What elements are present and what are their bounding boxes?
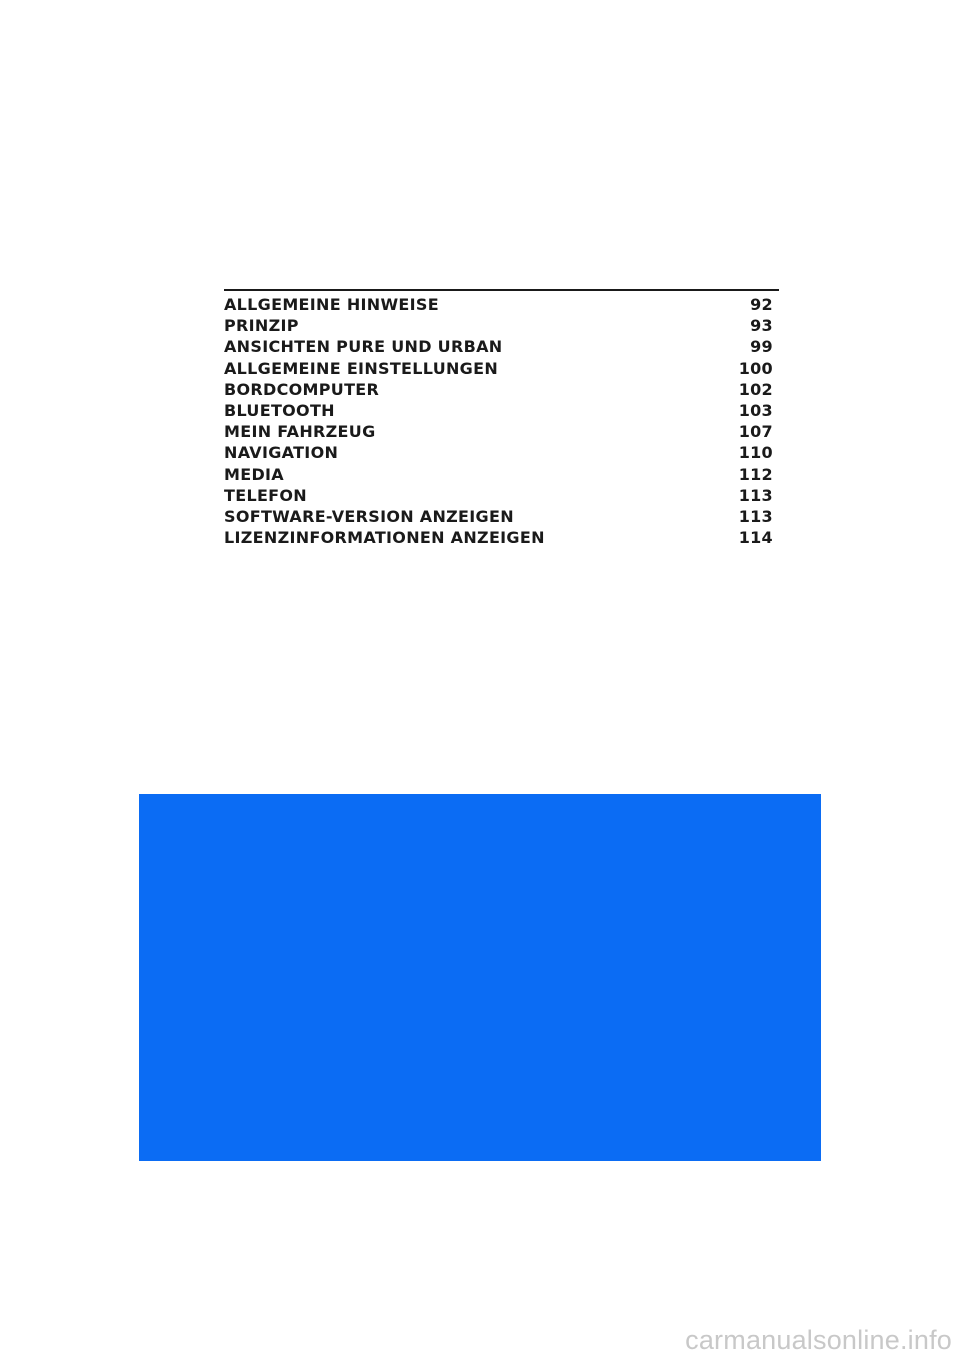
toc-entry[interactable] xyxy=(224,336,779,357)
toc-entry-page: 114 xyxy=(738,528,773,548)
toc-entry-title: SOFTWARE-VERSION ANZEIGEN xyxy=(224,506,514,526)
toc-entry[interactable] xyxy=(224,442,779,463)
blue-color-panel xyxy=(139,794,821,1161)
toc-top-rule xyxy=(224,289,779,291)
toc-entry-title: MEDIA xyxy=(224,464,284,484)
toc-entry-page: 92 xyxy=(750,295,773,314)
toc-entry-page: 113 xyxy=(738,485,773,505)
toc-entry-page: 113 xyxy=(738,506,773,526)
toc-entry[interactable] xyxy=(224,294,779,315)
table-of-contents xyxy=(224,289,779,548)
toc-entry-page: 107 xyxy=(738,422,773,442)
toc-entry[interactable] xyxy=(224,400,779,421)
toc-entry[interactable] xyxy=(224,464,779,485)
toc-entry[interactable] xyxy=(224,485,779,506)
toc-entry-title: BORDCOMPUTER xyxy=(224,379,380,399)
toc-entry-title: PRINZIP xyxy=(224,316,299,336)
toc-entry[interactable] xyxy=(224,315,779,336)
toc-entry-page: 100 xyxy=(738,358,773,378)
toc-entry-title: MEIN FAHRZEUG xyxy=(224,422,376,442)
toc-entry-page: 99 xyxy=(750,337,773,357)
toc-entry[interactable] xyxy=(224,379,779,400)
toc-entry-page: 102 xyxy=(738,379,773,399)
toc-entry-title: TELEFON xyxy=(224,485,307,505)
toc-entry-page: 93 xyxy=(750,316,773,336)
toc-entry-title: BLUETOOTH xyxy=(224,400,335,420)
watermark-text: carmanualsonline.info xyxy=(685,1325,952,1355)
toc-entry-page: 112 xyxy=(738,464,773,484)
toc-entry-title: ALLGEMEINE EINSTELLUNGEN xyxy=(224,358,499,378)
toc-entry[interactable] xyxy=(224,527,779,548)
toc-entry-title: ANSICHTEN PURE UND URBAN xyxy=(224,337,503,357)
toc-entry[interactable] xyxy=(224,421,779,442)
toc-entry-title: NAVIGATION xyxy=(224,443,339,463)
toc-entry-page: 110 xyxy=(738,443,773,463)
toc-entry-title: LIZENZINFORMATIONEN ANZEIGEN xyxy=(224,528,545,548)
toc-entry[interactable] xyxy=(224,506,779,527)
toc-entry[interactable] xyxy=(224,358,779,379)
toc-entry-page: 103 xyxy=(738,400,773,420)
toc-entry-title: ALLGEMEINE HINWEISE xyxy=(224,295,439,314)
